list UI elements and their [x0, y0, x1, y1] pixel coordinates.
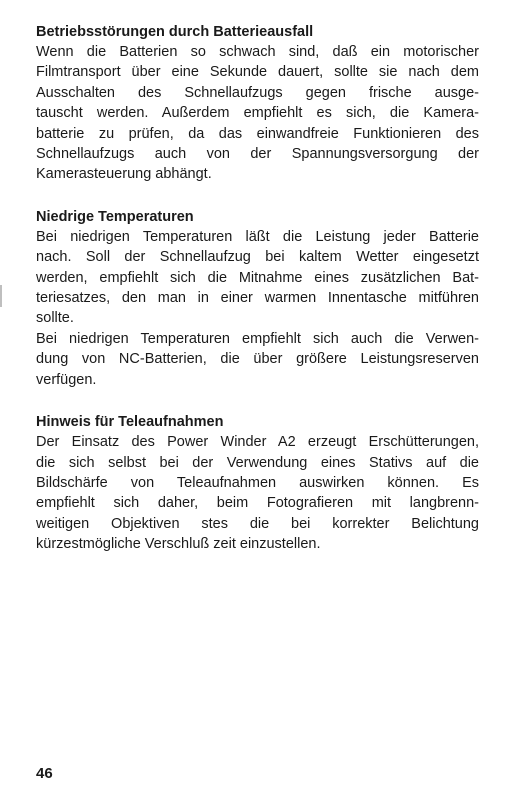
text-line: werden, empfiehlt sich die Mitnahme eines zusätzlichen Bat- — [36, 269, 479, 286]
text-line: kürzestmögliche Verschluß zeit einzustellen. — [36, 536, 321, 553]
section-heading: Betriebsstörungen durch Batterieausfall — [36, 24, 314, 40]
section-paragraph — [36, 42, 479, 185]
text-line: weitigen Objektiven stes die bei korrekter Belichtung — [36, 515, 479, 532]
text-line: Bei niedrigen Temperaturen empfiehlt sich auch die Verwen- — [36, 330, 479, 347]
text-line: die sich selbst bei der Verwendung eines Stativs auf die — [36, 454, 479, 471]
section-telephoto-note — [36, 412, 479, 554]
text-line: Der Einsatz des Power Winder A2 erzeugt Erschütterungen, — [36, 434, 479, 451]
page-edge-mark — [0, 285, 2, 307]
section-heading: Hinweis für Teleaufnahmen — [36, 414, 224, 431]
text-line: Kamerasteuerung abhängt. — [36, 166, 212, 183]
text-line: nach. Soll der Schnellaufzug bei kaltem Wetter eingesetzt — [36, 249, 479, 266]
text-line: Wenn die Batterien so schwach sind, daß ein motorischer — [36, 44, 479, 60]
section-paragraph — [36, 227, 479, 390]
text-line: tauscht werden. Außerdem empfiehlt es sich, die Kamera- — [36, 105, 479, 122]
text-line: Bildschärfe von Teleaufnahmen auswirken können. Es — [36, 474, 479, 491]
section-heading: Niedrige Temperaturen — [36, 208, 194, 225]
page-number: 46 — [36, 765, 53, 782]
text-line: batterie zu prüfen, da das einwandfreie Funktionieren des — [36, 125, 479, 142]
text-line: Schnellaufzugs auch von der Spannungsversorgung der — [36, 146, 479, 163]
manual-page-content — [36, 22, 479, 577]
text-line: empfiehlt sich daher, beim Fotografieren mit langbrenn- — [36, 495, 479, 512]
text-line: verfügen. — [36, 371, 97, 388]
section-low-temperatures — [36, 207, 479, 390]
text-line: Ausschalten des Schnellaufzugs gegen frische ausge- — [36, 84, 479, 101]
text-line: sollte. — [36, 310, 74, 327]
text-line: Bei niedrigen Temperaturen läßt die Leistung jeder Batterie — [36, 228, 479, 245]
text-line: Filmtransport über eine Sekunde dauert, sollte sie nach dem — [36, 64, 479, 81]
text-line: dung von NC-Batterien, die über größere Leistungsreserven — [36, 351, 479, 368]
section-battery-failure — [36, 22, 479, 185]
text-line: teriesatzes, den man in einer warmen Innentasche mitführen — [36, 290, 479, 307]
section-paragraph — [36, 432, 479, 554]
